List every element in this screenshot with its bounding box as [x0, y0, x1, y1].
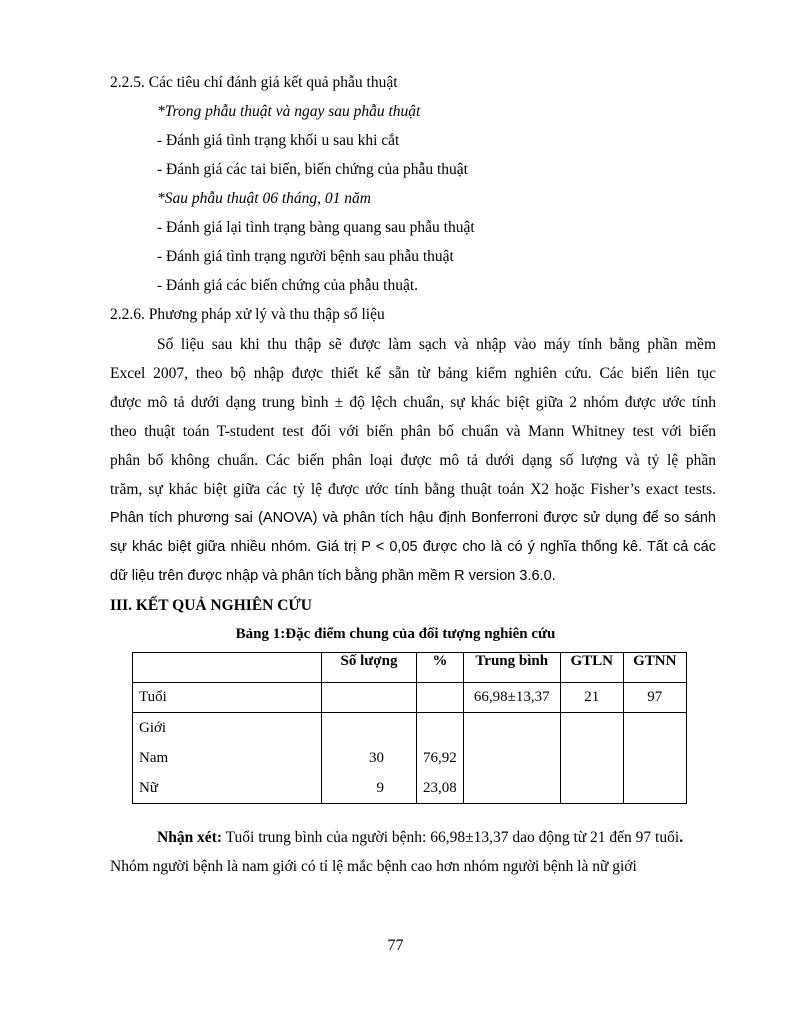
bullet-bladder-status: - Đánh giá lại tình trạng bàng quang sau phẫu thuật: [157, 219, 475, 236]
paragraph-line: Phân tích phương sai (ANOVA) và phân tích hậu định Bonferroni được sử dụng để so sánh: [110, 510, 716, 526]
age-mean: 66,98±13,37: [463, 683, 560, 713]
paragraph-line: Số liệu sau khi thu thập sẽ được làm sạch và nhập vào máy tính bằng phần mềm: [157, 336, 716, 353]
remark-line: [157, 828, 683, 848]
age-percent: [417, 683, 464, 713]
age-max: 21: [560, 683, 623, 713]
header-count: Số lượng: [322, 653, 417, 683]
remark-continuation: Nhóm người bệnh là nam giới có tỉ lệ mắc bệnh cao hơn nhóm người bệnh là nữ giới: [110, 858, 637, 875]
paragraph-line: trăm, sự khác biệt giữa các tỷ lệ được ước tính bằng thuật toán X2 hoặc Fisher’s exact tests.: [110, 481, 716, 498]
age-label: Tuổi: [133, 683, 322, 713]
female-percent: 23,08: [423, 780, 457, 796]
age-min: 97: [623, 683, 686, 713]
section-heading-2-2-6: 2.2.6. Phương pháp xử lý và thu thập số liệu: [110, 306, 385, 323]
sex-count-cell: [322, 713, 417, 804]
subheading-during-surgery: *Trong phẫu thuật và ngay sau phẫu thuật: [157, 103, 421, 120]
subheading-after-surgery: *Sau phẫu thuật 06 tháng, 01 năm: [157, 190, 371, 207]
header-max: GTLN: [560, 653, 623, 683]
bullet-surgical-complications: - Đánh giá các biến chứng của phẫu thuật.: [157, 277, 419, 294]
paragraph-line: theo thuật toán T-student test đối với biến phân bố chuẩn và Mann Whitney test với biến: [110, 423, 716, 440]
male-count: 30: [369, 750, 384, 766]
methods-paragraph: [110, 330, 716, 591]
age-count: [322, 683, 417, 713]
table-caption: Bảng 1:Đặc điểm chung của đối tượng nghiên cứu: [235, 626, 556, 642]
page-number: 77: [387, 937, 404, 954]
sex-mean-cell: [463, 713, 560, 804]
bullet-complications: - Đánh giá các tai biến, biến chứng của phẫu thuật: [157, 161, 468, 178]
paragraph-line: Excel 2007, theo bộ nhập được thiết kế sẵn từ bảng kiểm nghiên cứu. Các biến liên tục: [110, 365, 716, 382]
bullet-tumor-status: - Đánh giá tình trạng khối u sau khi cắt: [157, 132, 400, 149]
header-percent: %: [417, 653, 464, 683]
table-row-age: [133, 683, 687, 713]
paragraph-line: phân bố không chuẩn. Các biến phân loại được mô tả dưới dạng số lượng và tỷ lệ phần: [110, 452, 716, 469]
remark-text: Tuổi trung bình của người bệnh: 66,98±13,37 dao động từ 21 đến 97 tuổi: [222, 829, 680, 846]
table-header-row: [133, 653, 687, 683]
sex-max-cell: [560, 713, 623, 804]
paragraph-line: dữ liệu trên được nhập và phân tích bằng phần mềm R version 3.6.0.: [110, 568, 556, 584]
sex-label-cell: [133, 713, 322, 804]
paragraph-line: được mô tả dưới dạng trung bình ± độ lệch chuẩn, sự khác biệt giữa 2 nhóm được ước tính: [110, 394, 716, 411]
male-label: Nam: [139, 750, 169, 766]
characteristics-table: [132, 652, 687, 804]
header-min: GTNN: [623, 653, 686, 683]
bullet-patient-status: - Đánh giá tình trạng người bệnh sau phẫu thuật: [157, 248, 454, 265]
female-count: 9: [376, 780, 384, 796]
remark-label: Nhận xét:: [157, 829, 223, 846]
header-mean: Trung bình: [463, 653, 560, 683]
male-percent: 76,92: [423, 750, 457, 766]
header-cell-empty: [133, 653, 322, 683]
section-heading-2-2-5: 2.2.5. Các tiêu chí đánh giá kết quả phẫu thuật: [110, 74, 398, 91]
sex-min-cell: [623, 713, 686, 804]
sex-percent-cell: [417, 713, 464, 804]
remark-period: .: [679, 829, 684, 846]
sex-label: Giới: [139, 720, 167, 736]
results-heading: III. KẾT QUẢ NGHIÊN CỨU: [110, 597, 312, 614]
paragraph-line: sự khác biệt giữa nhiều nhóm. Giá trị P < 0,05 được cho là có ý nghĩa thống kê. Tất cả các: [110, 539, 716, 555]
table-row-sex: [133, 713, 687, 804]
female-label: Nữ: [139, 780, 158, 796]
